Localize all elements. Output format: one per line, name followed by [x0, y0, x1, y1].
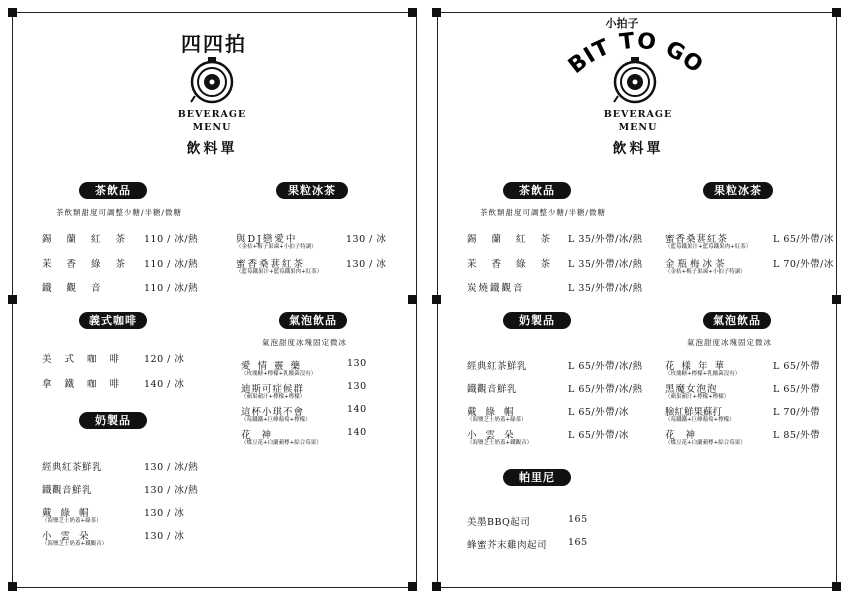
item-name: 黑魔女泡泡: [665, 384, 718, 395]
item-name: 茉 香 綠 茶: [42, 259, 132, 270]
sparkling-note: 氣泡甜度冰塊固定微冰: [262, 338, 347, 347]
sparkling-note: 氣泡甜度冰塊固定微冰: [687, 338, 772, 347]
item-name: 蜜香桑葚紅茶: [665, 234, 729, 245]
corner-mark: [8, 8, 17, 17]
item-name: 炭燒鐵觀音: [467, 283, 525, 294]
record-logo-icon: [610, 55, 660, 105]
item-price: 140: [347, 427, 367, 438]
item-name: 迪斯可症候群: [241, 384, 305, 395]
item-description: （蘋果蘋汁+檸檬+檸檬）: [665, 394, 730, 400]
item-price: 140: [347, 404, 367, 415]
item-price: 165: [568, 537, 588, 548]
item-description: （玫瑰糖+檸檬+乳酸菌沒有）: [241, 371, 317, 377]
item-price: L 65/外帶/冰: [568, 407, 629, 418]
item-name: 蜂蜜芥末雞肉起司: [467, 540, 548, 551]
section-header-tea: 茶飲品: [79, 182, 147, 199]
item-name: 錫 蘭 紅 茶: [467, 234, 557, 245]
item-name: 臉紅鮮果蘇打: [665, 407, 723, 418]
item-name: 這杯小琪不會: [241, 407, 305, 418]
beverage-label: BEVERAGE: [177, 109, 247, 120]
section-header-milk: 奶製品: [503, 312, 571, 329]
item-name: 花 神: [665, 430, 700, 441]
item-name: 金 瓶 梅 冰 茶: [665, 259, 725, 270]
item-price: 140 / 冰: [144, 379, 185, 390]
item-name: 拿 鐵 咖 啡: [42, 379, 125, 390]
item-name: 花 神: [241, 430, 276, 441]
item-price: 165: [568, 514, 588, 525]
menu-label: MENU: [192, 122, 232, 133]
item-name: 戴 綠 帽: [42, 508, 92, 519]
section-header-panini: 帕里尼: [503, 469, 571, 486]
item-price: 110 / 冰/熱: [144, 283, 199, 294]
item-name: 小 雲 朵: [42, 531, 92, 542]
item-description: （蘋果蘋汁+檸檬+檸檬）: [241, 394, 306, 400]
item-name: 經典紅茶鮮乳: [467, 361, 528, 372]
corner-mark: [408, 8, 417, 17]
item-price: L 65/外帶/冰/熱: [568, 361, 643, 372]
item-name: 鐵 觀 音: [42, 283, 107, 294]
item-name: 戴 綠 帽: [467, 407, 517, 418]
item-price: 130: [347, 381, 367, 392]
item-price: L 35/外帶/冰/熱: [568, 283, 643, 294]
item-description: （金桔+梅子果凍+小拍子特調）: [665, 269, 746, 275]
item-name: 蜜香桑葚紅茶: [236, 259, 306, 270]
item-price: L 35/外帶/冰/熱: [568, 259, 643, 270]
item-price: L 65/外帶: [773, 361, 821, 372]
shop-name: 四四拍: [181, 32, 247, 56]
shop-subname: 小拍子: [605, 17, 639, 30]
corner-mark: [432, 582, 441, 591]
item-price: L 85/外帶: [773, 430, 821, 441]
corner-mark: [832, 582, 841, 591]
corner-mark: [408, 582, 417, 591]
menu-title: 飲料單: [186, 141, 238, 157]
item-price: 130 / 冰/熱: [144, 485, 199, 496]
item-name: 愛 情 靈 藥: [241, 361, 303, 372]
item-name: 錫 蘭 紅 茶: [42, 234, 132, 245]
item-description: （蝶豆花+白蘭蘋檸+綜合莓果）: [241, 440, 322, 446]
section-header-milk: 奶製品: [79, 412, 147, 429]
item-price: L 70/外帶/冰: [773, 259, 834, 270]
item-description: （莓鐵鐵+巨峰葡萄+檸檬）: [241, 417, 311, 423]
item-name: 花 樣 年 華: [665, 361, 727, 372]
item-price: L 65/外帶: [773, 384, 821, 395]
item-description: （藍莓鐵果汁+藍莓鐵果肉+紅茶）: [236, 269, 323, 275]
section-header-tea: 茶飲品: [503, 182, 571, 199]
item-name: 鐵觀音鮮乳: [42, 485, 93, 496]
item-description: （海鹽芝士奶蓋+綠茶）: [467, 417, 527, 423]
section-header-sparkling: 氣泡飲品: [279, 312, 347, 329]
item-price: 130 / 冰: [346, 259, 387, 270]
item-name: 美墨BBQ起司: [467, 517, 531, 528]
item-description: （海鹽芝士奶蓋+鐵觀音）: [467, 440, 533, 446]
item-description: （莓鐵鐵+巨峰葡萄+檸檬）: [665, 417, 735, 423]
item-price: L 70/外帶: [773, 407, 821, 418]
item-price: 130 / 冰/熱: [144, 462, 199, 473]
item-name: 與DJ戀愛中: [236, 234, 298, 245]
section-header-fruit-tea: 果粒冰茶: [703, 182, 773, 199]
item-price: L 65/外帶/冰/熱: [568, 384, 643, 395]
item-name: 鐵觀音鮮乳: [467, 384, 518, 395]
item-description: （海鹽芝士奶蓋+鐵觀音）: [42, 541, 108, 547]
item-description: （玫瑰糖+檸檬+乳酸菌沒有）: [665, 371, 741, 377]
tea-note: 茶飲類甜度可調整少糖/半糖/微糖: [56, 208, 183, 217]
item-price: L 65/外帶/冰: [773, 234, 834, 245]
item-description: （蝶豆花+白蘭蘋檸+綜合莓果）: [665, 440, 746, 446]
item-name: 小 雲 朵: [467, 430, 517, 441]
corner-mark: [832, 295, 841, 304]
item-name: 美 式 咖 啡: [42, 354, 125, 365]
shop-name: BIT TO GO: [563, 28, 708, 79]
item-price: L 35/外帶/冰/熱: [568, 234, 643, 245]
corner-mark: [432, 295, 441, 304]
corner-mark: [408, 295, 417, 304]
beverage-label: BEVERAGE: [603, 109, 673, 120]
record-logo-icon: [187, 55, 237, 105]
section-header-coffee: 義式咖啡: [79, 312, 147, 329]
section-header-fruit-tea: 果粒冰茶: [276, 182, 348, 199]
item-price: 130 / 冰: [144, 531, 185, 542]
corner-mark: [832, 8, 841, 17]
menu-title: 飲料單: [612, 141, 664, 157]
item-price: 110 / 冰/熱: [144, 259, 199, 270]
item-description: （海鹽芝士奶蓋+綠茶）: [42, 518, 102, 524]
tea-note: 茶飲類甜度可調整少糖/半糖/微糖: [480, 208, 607, 217]
item-price: 130 / 冰: [144, 508, 185, 519]
item-description: （金桔+梅子果凍+小拍子特調）: [236, 244, 317, 250]
item-price: 110 / 冰/熱: [144, 234, 199, 245]
item-price: 120 / 冰: [144, 354, 185, 365]
item-price: L 65/外帶/冰: [568, 430, 629, 441]
corner-mark: [432, 8, 441, 17]
menu-label: MENU: [618, 122, 658, 133]
item-name: 經典紅茶鮮乳: [42, 462, 103, 473]
item-price: 130 / 冰: [346, 234, 387, 245]
corner-mark: [8, 582, 17, 591]
item-description: （藍莓鐵果汁+藍莓鐵果肉+紅茶）: [665, 244, 752, 250]
item-name: 茉 香 綠 茶: [467, 259, 557, 270]
item-price: 130: [347, 358, 367, 369]
section-header-sparkling: 氣泡飲品: [703, 312, 771, 329]
corner-mark: [8, 295, 17, 304]
